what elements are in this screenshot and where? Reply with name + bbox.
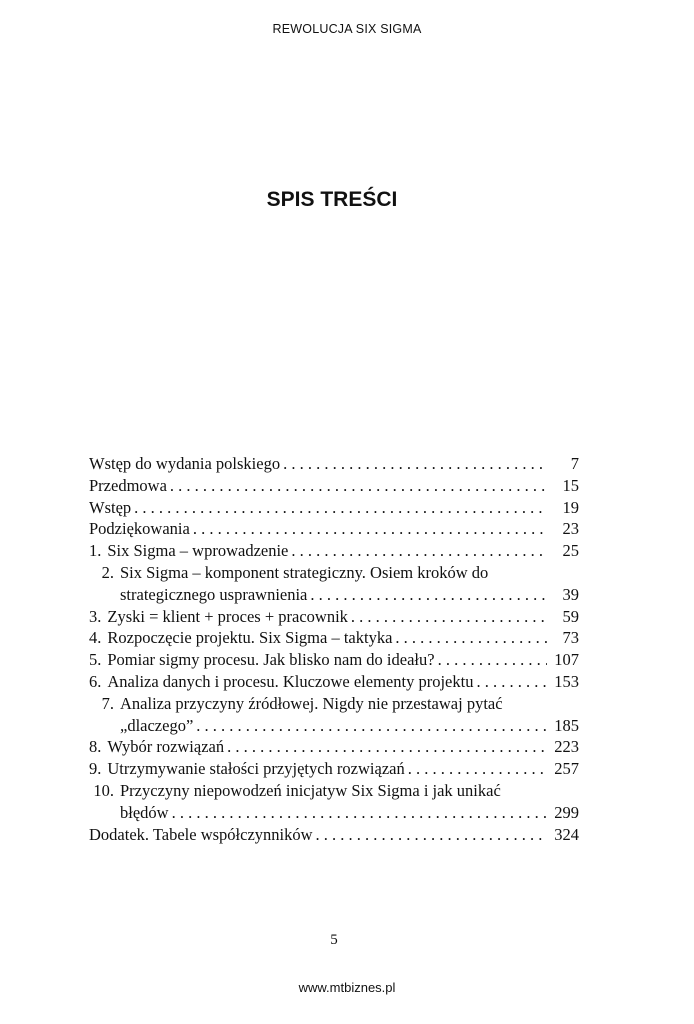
toc-entry-front-1[interactable] — [89, 475, 579, 497]
chapter-number: 1. — [89, 541, 102, 561]
toc-entry-label: Six Sigma – komponent strategiczny. Osiem kroków do — [120, 562, 489, 582]
toc-entry-front-0[interactable] — [89, 453, 579, 475]
toc-entry-label: Six Sigma – wprowadzenie — [107, 541, 289, 561]
dot-leader — [476, 671, 547, 693]
chapter-number: 6. — [89, 671, 102, 691]
dot-leader — [310, 584, 547, 606]
toc-entry-front-3[interactable] — [89, 518, 579, 540]
dot-leader — [172, 802, 547, 824]
toc-entry-label: Przedmowa — [89, 475, 167, 495]
toc-entry-label: Wstęp — [89, 497, 132, 517]
chapter-number: 9. — [89, 759, 102, 779]
dot-leader — [134, 497, 547, 519]
toc-entry-label: Wstęp do wydania polskiego — [89, 454, 281, 473]
toc-entry-page: 107 — [554, 650, 579, 670]
chapter-number: 10. — [93, 780, 114, 800]
toc-entry-label-continued: błędów — [120, 802, 169, 822]
toc-entry-chapter-7[interactable] — [89, 693, 579, 737]
toc-entry-page: 15 — [562, 475, 579, 495]
toc-entry-page: 185 — [554, 715, 579, 735]
toc-entry-page: 324 — [554, 824, 579, 844]
toc-entry-page: 25 — [562, 541, 579, 561]
toc-entry-label: Analiza danych i procesu. Kluczowe elementy projektu — [107, 671, 474, 691]
dot-leader — [170, 475, 547, 497]
toc-entry-label: Dodatek. Tabele współczynników — [89, 824, 313, 844]
toc-entry-chapter-3[interactable] — [89, 606, 579, 628]
toc-entry-front-2[interactable] — [89, 497, 579, 519]
page-number: 5 — [330, 932, 338, 948]
dot-leader — [438, 649, 547, 671]
chapter-number: 3. — [89, 606, 102, 626]
toc-entry-page: 223 — [554, 737, 579, 757]
toc-entry-page: 7 — [570, 454, 579, 473]
chapter-number: 7. — [101, 693, 114, 713]
toc-entry-label: Zyski = klient + proces + pracownik — [107, 606, 348, 626]
dot-leader — [351, 606, 547, 628]
toc-entry-chapter-1[interactable] — [89, 540, 579, 562]
toc-entry-chapter-10[interactable] — [89, 780, 579, 824]
toc-entry-chapter-6[interactable] — [89, 671, 579, 693]
dot-leader — [408, 758, 547, 780]
toc-entry-label: Analiza przyczyny źródłowej. Nigdy nie przestawaj pytać — [120, 693, 503, 713]
toc-entry-label-continued: „dlaczego” — [120, 715, 194, 735]
toc-entry-page: 39 — [562, 584, 579, 604]
dot-leader — [227, 736, 547, 758]
table-of-contents — [89, 453, 579, 845]
toc-entry-page: 153 — [554, 671, 579, 691]
chapter-number: 2. — [101, 562, 114, 582]
dot-leader — [283, 453, 547, 475]
toc-entry-label: Podziękowania — [89, 519, 190, 539]
page-title: SPIS TREŚCI — [266, 188, 398, 211]
toc-entry-back-0[interactable] — [89, 824, 579, 846]
toc-entry-page: 299 — [554, 802, 579, 822]
toc-entry-page: 19 — [562, 497, 579, 517]
toc-entry-chapter-5[interactable] — [89, 649, 579, 671]
toc-entry-page: 23 — [562, 519, 579, 539]
toc-entry-page: 257 — [554, 759, 579, 779]
dot-leader — [291, 540, 547, 562]
toc-entry-page: 73 — [562, 628, 579, 648]
chapter-number: 5. — [89, 650, 102, 670]
toc-entry-label: Wybór rozwiązań — [107, 737, 225, 757]
toc-entry-chapter-2[interactable] — [89, 562, 579, 606]
footer-url[interactable]: www.mtbiznes.pl — [298, 980, 396, 995]
chapter-number: 8. — [89, 737, 102, 757]
toc-entry-chapter-9[interactable] — [89, 758, 579, 780]
toc-entry-label-continued: strategicznego usprawnienia — [120, 584, 308, 604]
dot-leader — [316, 824, 547, 846]
toc-entry-page: 59 — [562, 606, 579, 626]
toc-entry-chapter-4[interactable] — [89, 627, 579, 649]
chapter-number: 4. — [89, 628, 102, 648]
running-header: REWOLUCJA SIX SIGMA — [272, 22, 422, 36]
dot-leader — [196, 715, 547, 737]
dot-leader — [193, 518, 547, 540]
toc-entry-label: Pomiar sigmy procesu. Jak blisko nam do ideału? — [107, 650, 435, 670]
dot-leader — [395, 627, 547, 649]
toc-entry-label: Utrzymywanie stałości przyjętych rozwiązań — [107, 759, 405, 779]
toc-entry-label: Rozpoczęcie projektu. Six Sigma – taktyka — [107, 628, 393, 648]
toc-entry-label: Przyczyny niepowodzeń inicjatyw Six Sigma i jak unikać — [120, 780, 501, 800]
toc-entry-chapter-8[interactable] — [89, 736, 579, 758]
